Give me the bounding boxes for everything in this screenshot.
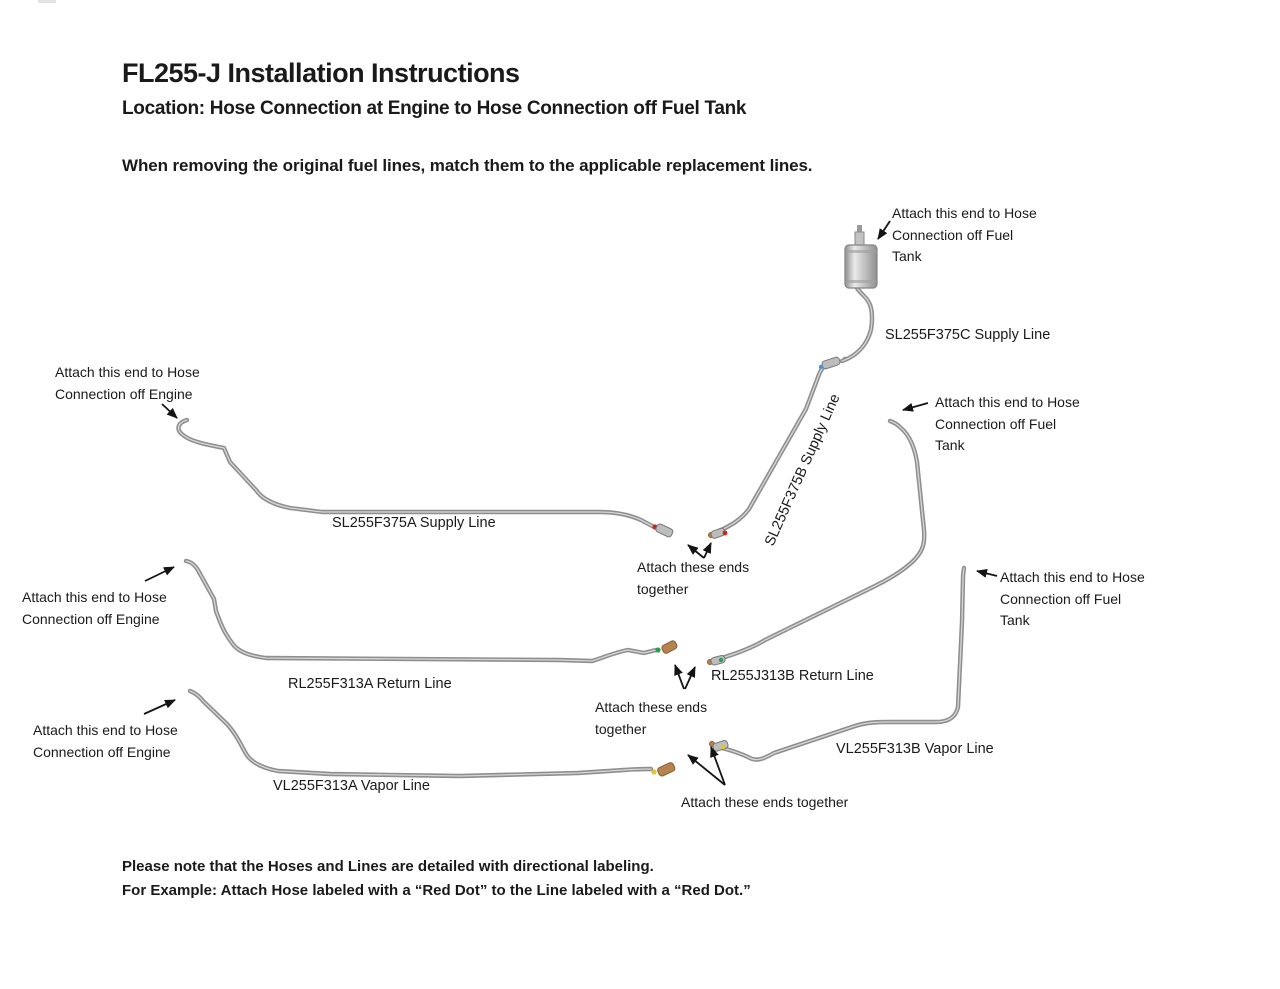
callout-tank-right: Attach this end to Hose Connection off Fuel Tank <box>1000 569 1145 628</box>
footer-note <box>122 855 751 903</box>
return-b-end-fitting <box>710 655 725 666</box>
label-supply-line-a: SL255F375A Supply Line <box>332 515 496 531</box>
callout-engine-supply: Attach this end to Hose Connection off Engine <box>55 364 200 402</box>
label-vapor-line-a: VL255F313A Vapor Line <box>273 778 430 794</box>
arrow-supply-together-right <box>704 543 711 558</box>
callout-together-supply: Attach these ends together <box>637 559 750 597</box>
supply-b-top-fitting <box>821 356 841 369</box>
arrow-engine-vapor <box>144 700 175 714</box>
arrow-return-together-right <box>685 667 695 689</box>
label-supply-line-b: SL255F375B Supply Line <box>762 391 844 549</box>
green-dot-marker <box>655 647 660 652</box>
fuel-filter <box>845 225 877 288</box>
return-a-end-fitting <box>661 640 678 655</box>
callout-tank-top: Attach this end to Hose Connection off Fuel Tank <box>892 205 1037 264</box>
blue-dot-marker <box>819 365 823 369</box>
arrow-return-together-left <box>675 665 684 689</box>
arrow-engine-return <box>145 567 174 581</box>
callout-tank-mid: Attach this end to Hose Connection off Fuel Tank <box>935 394 1080 453</box>
green-dot-marker <box>719 658 723 662</box>
arrow-tank-right <box>977 571 997 576</box>
page-subtitle: Location: Hose Connection at Engine to Hose Connection off Fuel Tank <box>122 98 747 119</box>
return-line-a <box>186 561 678 661</box>
callout-together-return: Attach these ends together <box>595 699 708 737</box>
supply-a-end-fitting <box>655 523 674 538</box>
callout-engine-vapor: Attach this end to Hose Connection off Engine <box>33 722 178 760</box>
callout-together-vapor: Attach these ends together <box>681 794 849 810</box>
red-dot-marker <box>723 531 728 536</box>
arrow-engine-supply <box>162 404 177 418</box>
yellow-dot-marker <box>721 745 726 750</box>
callout-engine-return: Attach this end to Hose Connection off Engine <box>22 589 167 627</box>
vapor-a-end-fitting <box>657 762 676 777</box>
footer-note-line1: Please note that the Hoses and Lines are detailed with directional labeling. <box>122 858 654 875</box>
arrow-tank-mid <box>903 403 928 410</box>
label-return-line-a: RL255F313A Return Line <box>288 676 452 692</box>
label-supply-line-c: SL255F375C Supply Line <box>885 327 1051 343</box>
label-vapor-line-b: VL255F313B Vapor Line <box>836 741 994 757</box>
page-title: FL255-J Installation Instructions <box>122 58 520 88</box>
intro-text: When removing the original fuel lines, match them to the applicable replacement lines. <box>122 156 813 175</box>
label-return-line-b: RL255J313B Return Line <box>711 668 874 684</box>
arrow-tank-top <box>878 221 890 239</box>
supply-line-c <box>842 225 877 361</box>
footer-note-line2: For Example: Attach Hose labeled with a “Red Dot” to the Line labeled with a “Red Dot.” <box>122 882 751 899</box>
yellow-dot-marker <box>651 769 656 774</box>
